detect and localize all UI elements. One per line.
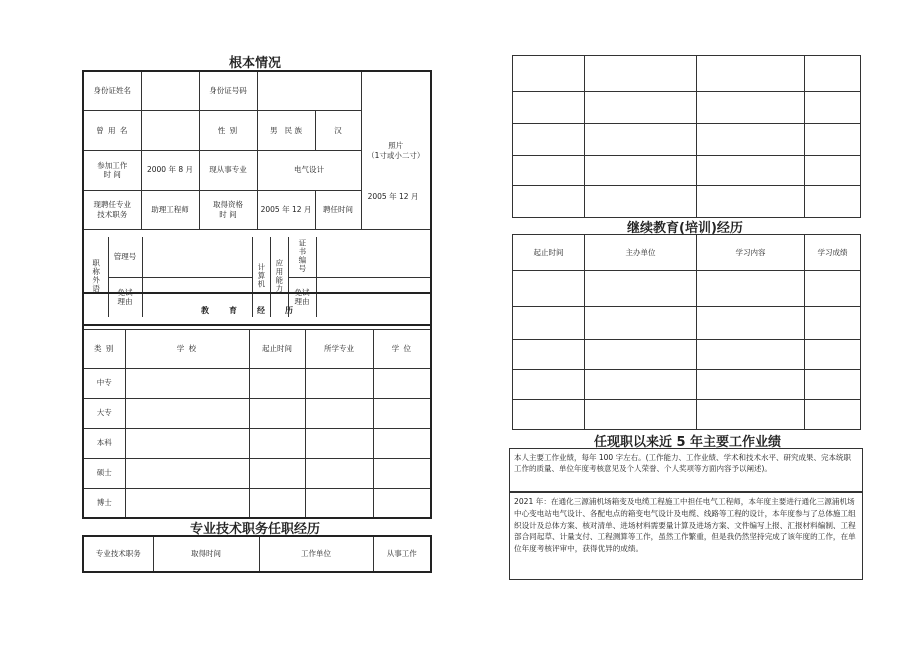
post-value: 助理工程师 [141,190,199,230]
training-title: 继续教育(培训)经历 [627,221,743,236]
edu-col-period: 起止时间 [249,329,305,368]
id-name-label: 身份证姓名 [83,71,141,111]
computer-label: 计算机 [252,237,270,317]
qualify-label: 取得资格 时 间 [199,190,257,230]
former-name-label: 曾 用 名 [83,111,141,151]
achievements-title: 任现职以来近 5 年主要工作业绩 [593,435,782,450]
gender-label: 性 别 [199,111,257,151]
edu-col-category: 类 别 [83,329,125,368]
title-language-label: 职称外语 [84,237,108,317]
career-col-unit: 工作单位 [259,536,373,572]
id-name-value [141,71,199,111]
exempt-label: 免试 理由 [108,277,142,317]
training-col-score: 学习成绩 [805,235,861,271]
edu-row-label: 本科 [83,428,125,458]
ethnicity-value: 汉 [315,111,361,151]
cert-no-value [316,237,430,277]
career-col-date: 取得时间 [153,536,259,572]
edu-col-degree: 学 位 [373,329,431,368]
education-heading: 教育经历 [83,293,431,329]
career-table [82,535,432,573]
former-name-value [141,111,199,151]
id-number-label: 身份证号码 [199,71,257,111]
exempt2-label: 免试 理由 [288,277,316,317]
education-table [82,292,432,519]
edu-row-label: 硕士 [83,458,125,488]
edu-row-label: 博士 [83,488,125,518]
current-major-label: 现从事专业 [199,150,257,190]
training-table [512,234,861,430]
join-work-value: 2000 年 8 月 [141,150,199,190]
ethnicity-label: 民 族 [284,125,303,135]
appoint-time-label: 聘任时间 [315,190,361,230]
photo-label: 照片 [388,140,404,150]
right-top-grid [512,55,861,218]
mgmt-no-label: 管理号 [108,237,142,277]
appoint-value: 2005 年 12 月 [367,192,419,201]
gender-value: 男 [269,125,278,135]
gender-ethnicity-cell [257,111,315,151]
qualify-value: 2005 年 12 月 [257,190,315,230]
career-col-title: 专业技术职务 [83,536,153,572]
career-title: 专业技术职务任职经历 [189,522,320,537]
achievements-2021: 2021 年：在通化三源浦机场箱变及电缆工程施工中担任电气工程师，本年度主要进行通化三源浦机场中心变电站电气设计、各配电点的箱变电气设计及电缆、线路等工程的设计，本年度参与了总体施工组织设计及总体方案、核对清单、进场材料需要量计算及进场方案、文件编写上报、汇报材料编制、工程部合同起草、计量支付、工程测算等工作，虽然工作繁重，但是我仍然坚持完成了该年度的工作，在单位年度考核评审中，获得优异的成绩。 [509,492,863,580]
training-col-content: 学习内容 [697,235,805,271]
edu-col-major: 所学专业 [305,329,373,368]
edu-row-label: 大专 [83,398,125,428]
join-work-label: 参加工作 时 间 [83,150,141,190]
training-col-period: 起止时间 [513,235,585,271]
id-number-value [257,71,361,111]
training-col-host: 主办单位 [585,235,697,271]
basic-info-title: 根本情况 [228,56,281,71]
achievements-intro: 本人主要工作业绩，每年 100 字左右。(工作能力、工作业绩、学术和技术水平、研究成果、完本统职工作的质量、单位年度考核意见及个人荣誉、个人奖项等方面内容予以阐述)。 [509,448,863,492]
edu-row-label: 中专 [83,368,125,398]
career-col-work: 从事工作 [373,536,431,572]
mgmt-no-value [142,237,252,277]
app-ability-label: 应用能力 [270,237,288,317]
post-label: 现聘任专业 技术职务 [83,190,141,230]
edu-col-school: 学 校 [125,329,249,368]
cert-no-label: 证书编号 [288,237,316,277]
current-major-value: 电气设计 [257,150,361,190]
photo-size-note: （1寸或小二寸） [367,150,425,160]
